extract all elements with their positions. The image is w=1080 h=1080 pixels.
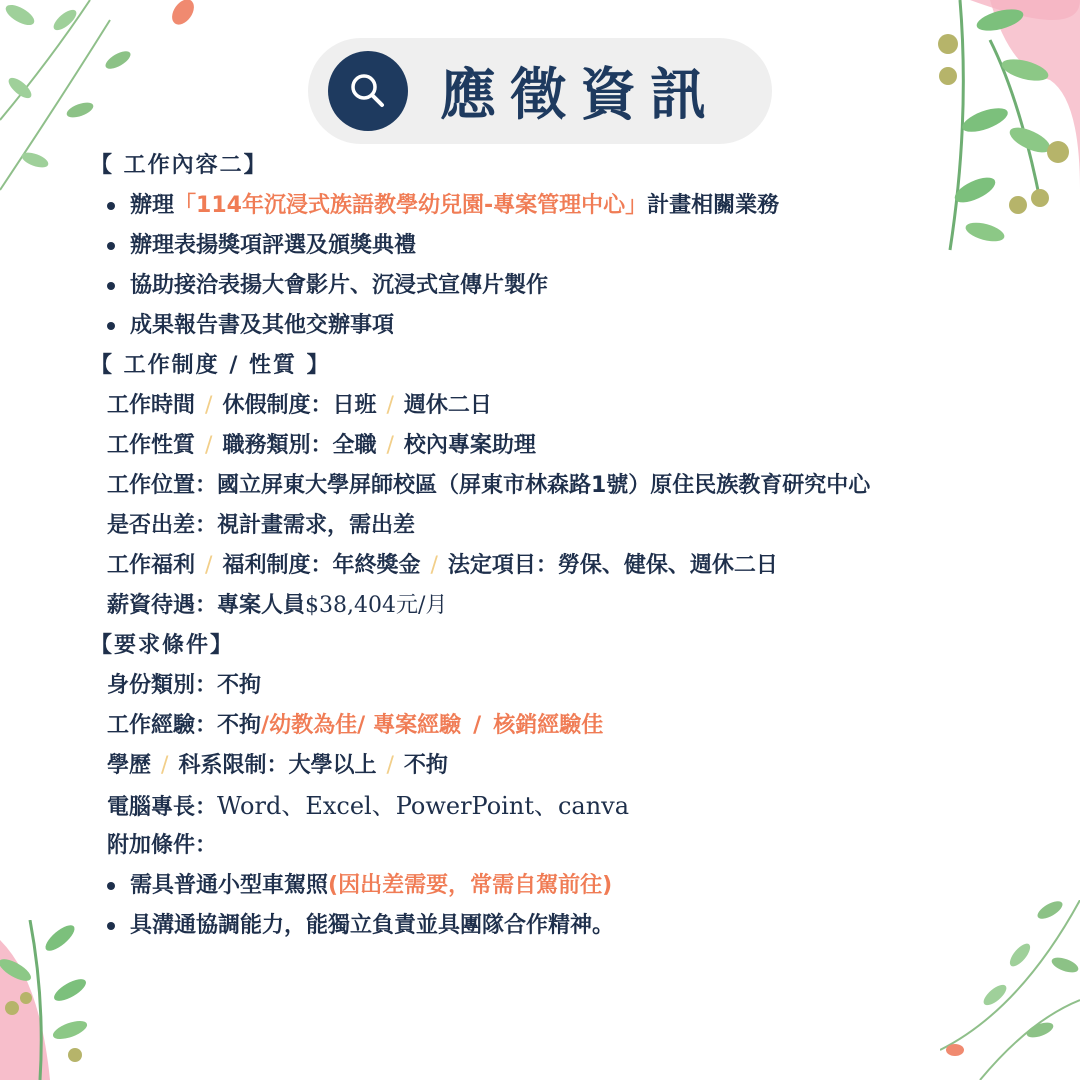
separator: / [261,713,270,738]
experience-preferred-3: 核銷經驗佳 [493,713,604,738]
item-text: 需具普通小型車駕照 [130,873,329,898]
welfare-legal: 法定項目：勞保、健保、週休二日 [447,553,778,578]
separator: / [386,393,394,418]
work-nature-row [90,426,1050,466]
leave-value: 週休二日 [403,393,492,418]
category-label: 職務類別 [222,433,311,458]
project-name-highlight: 「114年沉浸式族語教學幼兒園-專案管理中心」 [174,193,648,218]
experience-preferred-2: 專案經驗 [373,713,462,738]
experience-label: 工作經驗：不拘 [107,713,262,738]
section-heading-job-content: 【 工作內容二】 [90,153,268,178]
separator: / [205,553,213,578]
job-content-list [90,186,1050,346]
list-item: 具溝通協調能力，能獨立負責並具團隊合作精神。 [90,906,1050,946]
job-info-content [90,146,1050,946]
education-label: 學歷 [107,753,152,778]
computer-label: 電腦專長： [107,795,218,820]
separator: / [386,433,394,458]
item-text: 計畫相關業務 [647,193,780,218]
page-title: 應徵資訊 [440,63,720,128]
driving-note-highlight: (因出差需要，常需自駕前往) [328,873,613,898]
search-icon [328,51,408,131]
extra-conditions-list [90,866,1050,946]
separator: / [386,753,394,778]
nature-value: 全職 [332,433,377,458]
hours-label: 工作時間 [107,393,196,418]
salary-label: 薪資待遇：專案人員 [107,593,306,618]
welfare-row [90,546,1050,586]
welfare-label: 工作福利 [107,553,196,578]
item-text: 辦理 [130,193,175,218]
separator: / [205,433,213,458]
identity-row: 身份類別：不拘 [107,673,262,698]
leave-label: 休假制度 [222,393,311,418]
separator: / [205,393,213,418]
business-travel-row: 是否出差：視計畫需求，需出差 [107,513,416,538]
category-value: 校內專案助理 [403,433,536,458]
work-hours-row [90,386,1050,426]
colon: ： [310,393,333,418]
computer-value: Word、Excel、PowerPoint、canva [217,792,630,820]
major-limit: 科系限制：大學以上 [178,753,377,778]
title-banner [308,38,772,144]
section-heading-work-system: 【 工作制度 / 性質 】 [90,353,331,378]
list-item [90,866,1050,906]
salary-value: $38,404元/月 [305,593,448,618]
experience-row [90,706,1050,746]
section-heading-requirements: 【要求條件】 [90,633,235,658]
major-value: 不拘 [403,753,448,778]
salary-row [90,586,1050,626]
work-location-row: 工作位置：國立屏東大學屏師校區（屏東市林森路1號）原住民族教育研究中心 [107,473,871,498]
extra-conditions-label: 附加條件： [107,833,218,858]
list-item: 協助接洽表揚大會影片、沉浸式宣傳片製作 [90,266,1050,306]
education-row [90,746,1050,786]
list-item [90,186,1050,226]
computer-skills-row [90,786,1050,826]
separator: / [473,713,482,738]
welfare-system: 福利制度：年終獎金 [222,553,421,578]
hours-value: 日班 [332,393,377,418]
experience-preferred-1: 幼教為佳 [269,713,358,738]
separator: / [357,713,366,738]
nature-label: 工作性質 [107,433,196,458]
colon: ： [310,433,333,458]
list-item: 成果報告書及其他交辦事項 [90,306,1050,346]
separator: / [430,553,438,578]
separator: / [161,753,169,778]
list-item: 辦理表揚獎項評選及頒獎典禮 [90,226,1050,266]
